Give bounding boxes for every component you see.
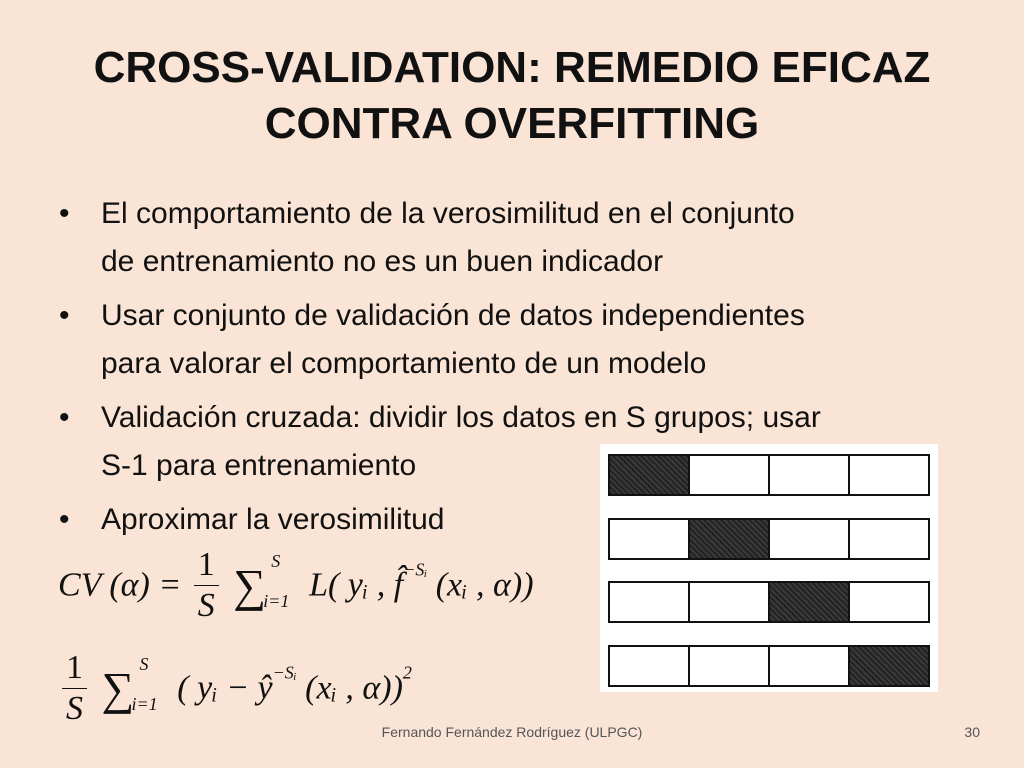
cv-sup: −Sᵢ — [403, 559, 428, 580]
cv-sum-sup: S — [271, 551, 281, 571]
mse-sum: ∑ S i=1 — [101, 654, 158, 714]
training-fold-cell — [850, 520, 928, 558]
cv-sum: ∑ S i=1 — [233, 551, 290, 611]
cv-frac-den: S — [197, 587, 215, 624]
training-fold-cell — [770, 647, 850, 685]
bullet-item — [55, 190, 985, 286]
title-line-2: CONTRA OVERFITTING — [264, 99, 760, 148]
training-fold-cell — [690, 583, 770, 621]
training-fold-cell — [850, 583, 928, 621]
training-fold-cell — [610, 520, 690, 558]
cv-formula — [58, 545, 534, 626]
bullet-text: Validación cruzada: dividir los datos en S grupos; usar — [101, 401, 821, 434]
mse-sup: −Sᵢ — [272, 662, 297, 683]
bullet-dot: • — [59, 299, 70, 332]
cv-body: L( yᵢ , f̂ — [309, 566, 404, 604]
bullet-text: para valorar el comportamiento de un modelo — [101, 347, 707, 380]
mse-fraction — [62, 648, 87, 729]
cv-lhs: CV (α) = — [58, 566, 182, 604]
mse-formula — [58, 648, 412, 729]
mse-body: ( yᵢ − ŷ — [177, 669, 273, 707]
title-line-1: CROSS-VALIDATION: REMEDIO EFICAZ — [93, 43, 931, 92]
page-number: 30 — [964, 724, 980, 740]
training-fold-cell — [850, 456, 928, 494]
mse-tail: (xᵢ , α)) — [296, 669, 403, 707]
mse-frac-den: S — [66, 690, 83, 727]
mse-frac-num: 1 — [62, 648, 87, 689]
bullet-text: Aproximar la verosimilitud — [101, 503, 445, 536]
bullet-item — [55, 292, 985, 388]
bullet-text: S-1 para entrenamiento — [101, 449, 417, 482]
footer-author: Fernando Fernández Rodríguez (ULPGC) — [381, 724, 643, 740]
training-fold-cell — [690, 647, 770, 685]
training-fold-cell — [770, 456, 850, 494]
fold-row — [608, 518, 930, 560]
validation-fold-cell — [610, 456, 690, 494]
mse-sum-sup: S — [139, 654, 149, 674]
training-fold-cell — [770, 520, 850, 558]
mse-power: 2 — [402, 662, 412, 683]
bullet-dot: • — [59, 401, 70, 434]
fold-row — [608, 454, 930, 496]
cv-tail: (xᵢ , α)) — [427, 566, 534, 604]
bullet-text: Usar conjunto de validación de datos independientes — [101, 299, 805, 332]
fold-row — [608, 581, 930, 623]
cross-validation-folds-diagram — [600, 444, 938, 692]
bullet-text: de entrenamiento no es un buen indicador — [101, 245, 664, 278]
mse-sum-sub: i=1 — [131, 694, 158, 714]
validation-fold-cell — [770, 583, 850, 621]
cv-sum-sub: i=1 — [263, 591, 290, 611]
validation-fold-cell — [690, 520, 770, 558]
training-fold-cell — [610, 647, 690, 685]
bullet-dot: • — [59, 197, 70, 230]
fold-row — [608, 645, 930, 687]
training-fold-cell — [610, 583, 690, 621]
validation-fold-cell — [850, 647, 928, 685]
cv-fraction — [194, 545, 219, 626]
bullet-dot: • — [59, 503, 70, 536]
cv-frac-num: 1 — [194, 545, 219, 586]
training-fold-cell — [690, 456, 770, 494]
slide-title — [30, 40, 994, 152]
bullet-text: El comportamiento de la verosimilitud en el conjunto — [101, 197, 795, 230]
